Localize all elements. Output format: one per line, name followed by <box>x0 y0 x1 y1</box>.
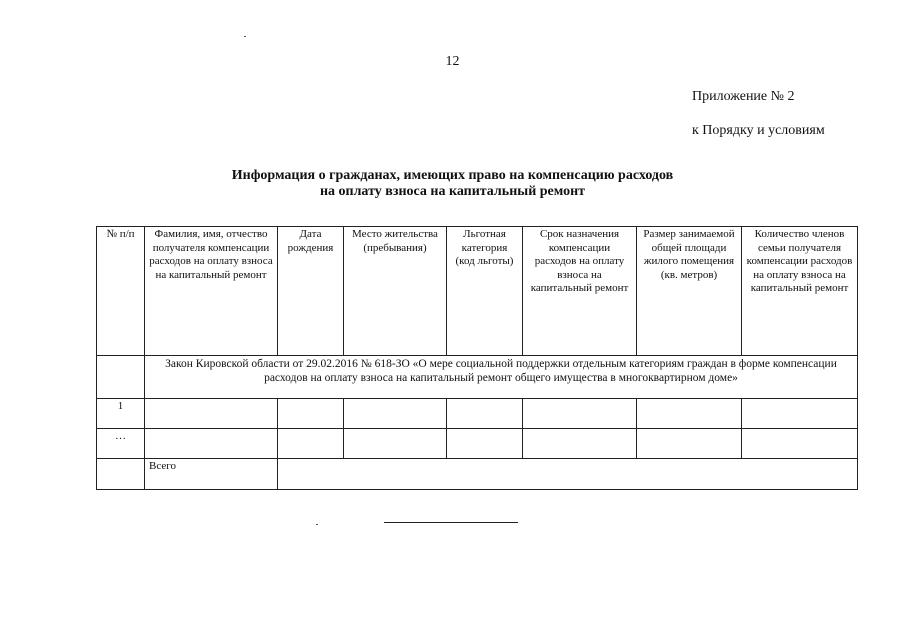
table-cell <box>278 399 344 429</box>
header-cell: Фамилия, имя, отчество получателя компенсации расходов на оплату взноса на капитальный ремонт <box>145 227 278 356</box>
empty-cell <box>97 356 145 399</box>
scan-speck <box>316 524 318 525</box>
table-cell <box>523 429 637 459</box>
table-cell <box>742 429 858 459</box>
table-cell <box>523 399 637 429</box>
total-value-cell <box>278 459 858 490</box>
appendix-title: Приложение № 2 <box>692 89 795 104</box>
empty-cell <box>97 459 145 490</box>
header-cell: Размер занимаемой общей площади жилого помещения (кв. метров) <box>637 227 742 356</box>
document-title <box>180 168 725 200</box>
table-cell <box>637 429 742 459</box>
table-cell <box>344 399 447 429</box>
header-cell: Место жительства (пребывания) <box>344 227 447 356</box>
header-cell: Льготная категория (код льготы) <box>447 227 523 356</box>
document-title-line1: Информация о гражданах, имеющих право на компенсацию расходов <box>231 168 674 183</box>
table-cell <box>344 429 447 459</box>
law-text: Закон Кировской области от 29.02.2016 № 618-ЗО «О мере социальной поддержки отдельным категориям граждан в форме компенсации расходов на оплату взноса на капитальный ремонт общего имущества в многоквартирном доме» <box>145 356 858 399</box>
table-row <box>97 429 858 459</box>
header-row <box>97 227 858 356</box>
table-cell <box>145 399 278 429</box>
bottom-rule <box>384 522 518 523</box>
total-row <box>97 459 858 490</box>
table-cell <box>278 429 344 459</box>
table-cell <box>742 399 858 429</box>
row-number: … <box>97 429 145 459</box>
header-cell: Срок назначения компенсации расходов на оплату взноса на капитальный ремонт <box>523 227 637 356</box>
table-cell <box>447 429 523 459</box>
total-label: Всего <box>145 459 278 490</box>
law-row <box>97 356 858 399</box>
scan-speck <box>244 36 246 37</box>
page-number: 12 <box>445 54 460 69</box>
row-number: 1 <box>97 399 145 429</box>
table-row <box>97 399 858 429</box>
header-cell: Дата рождения <box>278 227 344 356</box>
table-cell <box>447 399 523 429</box>
header-cell: Количество членов семьи получателя компенсации расходов на оплату взноса на капитальный ремонт <box>742 227 858 356</box>
table-cell <box>637 399 742 429</box>
appendix-subtitle: к Порядку и условиям <box>692 123 825 138</box>
header-cell: № п/п <box>97 227 145 356</box>
document-title-line2: на оплату взноса на капитальный ремонт <box>319 184 586 199</box>
table-cell <box>145 429 278 459</box>
info-table <box>96 226 858 490</box>
